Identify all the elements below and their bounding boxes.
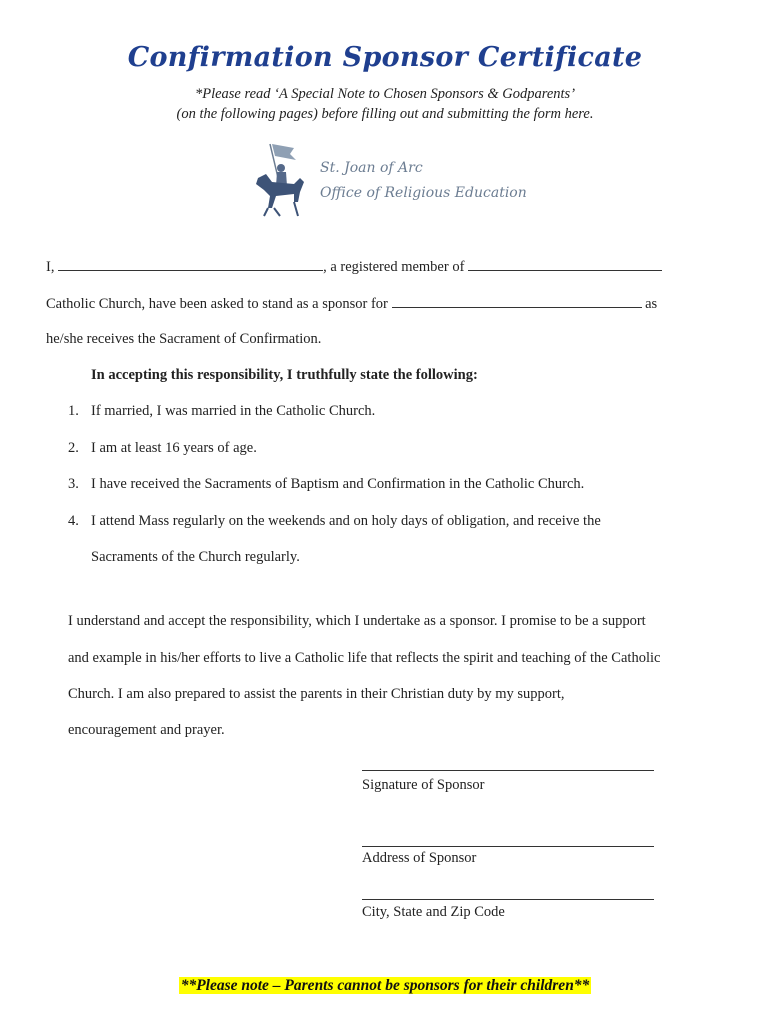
acceptance-line-3: Church. I am also prepared to assist the parents in their Christian duty by my support,: [68, 686, 565, 702]
address-label: Address of Sponsor: [362, 850, 477, 866]
city-state-zip-field[interactable]: [362, 899, 654, 900]
logo-text-line-1: St. Joan of Arc: [320, 160, 423, 176]
parents-note: [0, 977, 770, 995]
signature-field[interactable]: [362, 770, 654, 771]
candidate-name-field[interactable]: [392, 295, 642, 308]
page-title: Confirmation Sponsor Certificate: [127, 42, 643, 73]
acceptance-line-1: I understand and accept the responsibility, which I undertake as a sponsor. I promise to be a support: [68, 613, 646, 629]
subtitle-line-1: *Please read ‘A Special Note to Chosen Sponsors & Godparents’: [194, 86, 576, 102]
statement-line-2-end: as: [645, 296, 658, 312]
signature-label: Signature of Sponsor: [362, 777, 485, 793]
acceptance-line-2: and example in his/her efforts to live a Catholic life that reflects the spirit and teaching of the Catholic: [68, 650, 661, 666]
list-item-4-continuation: Sacraments of the Church regularly.: [91, 549, 300, 565]
address-field[interactable]: [362, 846, 654, 847]
list-item: 3. I have received the Sacraments of Baptism and Confirmation in the Catholic Church.: [68, 476, 585, 492]
statement-line-2: [46, 295, 657, 313]
parish-logo: [250, 138, 527, 220]
responsibility-heading: In accepting this responsibility, I truthfully state the following:: [91, 367, 478, 383]
parish-name-field[interactable]: [468, 258, 662, 271]
subtitle-line-2: (on the following pages) before filling out and submitting the form here.: [176, 106, 594, 122]
statement-prefix: I,: [46, 259, 55, 275]
acceptance-line-4: encouragement and prayer.: [68, 722, 225, 738]
joan-of-arc-horse-rider-icon: [250, 138, 308, 220]
list-item: 2. I am at least 16 years of age.: [68, 440, 257, 456]
statement-line-1: [46, 258, 662, 276]
statement-line-2-start: Catholic Church, have been asked to stand as a sponsor for: [46, 296, 388, 312]
logo-text-line-2: Office of Religious Education: [320, 185, 527, 201]
statement-mid: , a registered member of: [323, 259, 465, 275]
list-item: 4. I attend Mass regularly on the weekends and on holy days of obligation, and receive the: [68, 513, 601, 529]
list-item: 1. If married, I was married in the Catholic Church.: [68, 403, 376, 419]
parents-note-text: **Please note – Parents cannot be sponsors for their children**: [180, 977, 590, 994]
sponsor-name-field[interactable]: [58, 258, 323, 271]
statement-line-3: he/she receives the Sacrament of Confirmation.: [46, 331, 322, 347]
city-state-zip-label: City, State and Zip Code: [362, 904, 505, 920]
